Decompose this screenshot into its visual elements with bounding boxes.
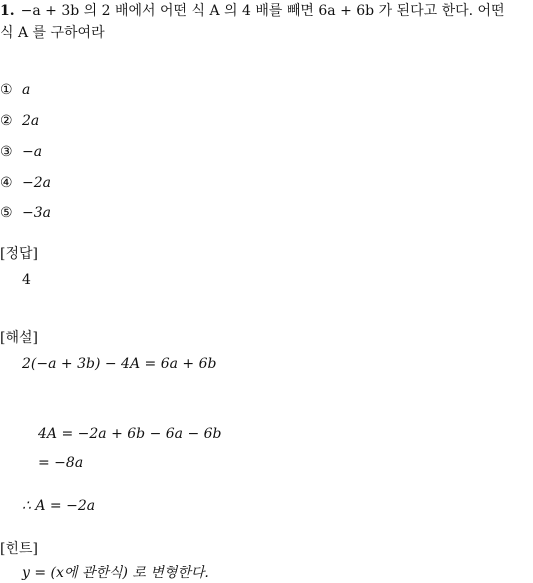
choice-2-text: 2a bbox=[22, 113, 40, 129]
question-line-1 bbox=[0, 1, 505, 21]
choice-5-number: ⑤ bbox=[0, 205, 13, 221]
choice-3[interactable] bbox=[0, 142, 42, 162]
choice-5[interactable] bbox=[0, 203, 51, 223]
choice-4-number: ④ bbox=[0, 175, 13, 191]
question-text-line-2: 식 A 를 구하여라 bbox=[0, 25, 105, 41]
hint-label: [힌트] bbox=[0, 541, 38, 557]
answer-label: [정답] bbox=[0, 246, 38, 262]
choice-1-number: ① bbox=[0, 82, 13, 98]
choice-4[interactable] bbox=[0, 173, 51, 193]
explanation-conclusion: ∴ A = −2a bbox=[22, 498, 96, 514]
choice-2[interactable] bbox=[0, 111, 39, 131]
question-number: 1. bbox=[0, 3, 15, 19]
choice-4-text: −2a bbox=[22, 175, 51, 191]
answer-value: 4 bbox=[22, 272, 31, 288]
explanation-label: [해설] bbox=[0, 330, 38, 346]
explanation-line-3: = −8a bbox=[38, 455, 84, 471]
question-line-2 bbox=[0, 23, 105, 43]
hint-text: y = (x에 관한식) 로 변형한다. bbox=[22, 565, 209, 581]
explanation-line-2: 4A = −2a + 6b − 6a − 6b bbox=[38, 426, 222, 442]
choice-5-text: −3a bbox=[22, 205, 51, 221]
choice-1[interactable] bbox=[0, 80, 30, 100]
choice-1-text: a bbox=[22, 82, 31, 98]
question-text-line-1: −a + 3b 의 2 배에서 어떤 식 A 의 4 배를 빼면 6a + 6b 가 된다고 한다. 어떤 bbox=[20, 3, 505, 19]
choice-3-number: ③ bbox=[0, 144, 13, 160]
choice-3-text: −a bbox=[22, 144, 43, 160]
choice-2-number: ② bbox=[0, 113, 13, 129]
explanation-line-1: 2(−a + 3b) − 4A = 6a + 6b bbox=[22, 356, 217, 372]
